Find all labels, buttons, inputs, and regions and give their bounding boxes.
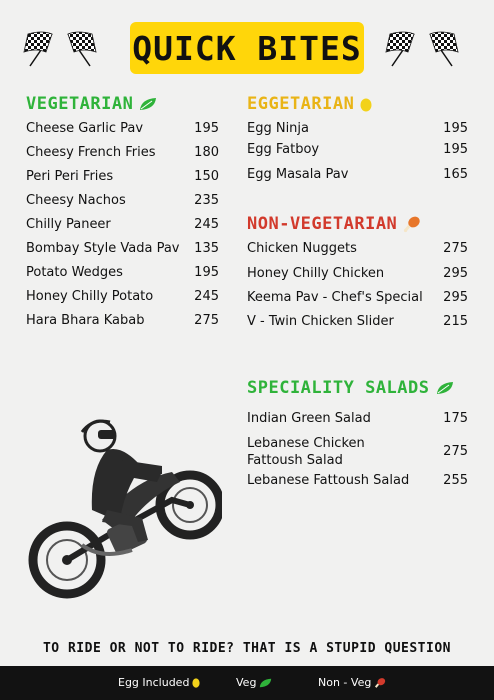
menu-item-price: 275 bbox=[443, 241, 468, 256]
menu-item-name: Egg Ninja bbox=[247, 121, 310, 136]
menu-item-price: 215 bbox=[443, 314, 468, 329]
speciality-salads-list bbox=[247, 410, 468, 495]
egg-icon bbox=[360, 96, 372, 112]
menu-item bbox=[26, 288, 219, 305]
legend-footer bbox=[0, 666, 494, 700]
menu-item-name: Honey Chilly Chicken bbox=[247, 266, 385, 281]
menu-item-name: Keema Pav - Chef's Special bbox=[247, 290, 423, 305]
menu-item bbox=[26, 264, 219, 281]
section-heading-non-vegetarian bbox=[247, 214, 421, 234]
menu-item bbox=[247, 240, 468, 257]
section-heading-speciality-salads bbox=[247, 378, 454, 398]
menu-item-price: 235 bbox=[194, 193, 219, 208]
non-vegetarian-list bbox=[247, 240, 468, 340]
menu-item-price: 195 bbox=[194, 265, 219, 280]
menu-item bbox=[26, 216, 219, 233]
vegetarian-list bbox=[26, 120, 219, 335]
legend-egg bbox=[118, 676, 200, 689]
section-heading-eggetarian bbox=[247, 94, 372, 114]
menu-item bbox=[26, 192, 219, 209]
menu-item-name: Chilly Paneer bbox=[26, 217, 111, 232]
menu-item-name: Cheesy French Fries bbox=[26, 145, 156, 160]
motorbike-rider-illustration bbox=[22, 410, 222, 610]
menu-item-name: Honey Chilly Potato bbox=[26, 289, 154, 304]
menu-item bbox=[26, 240, 219, 257]
legend-veg-label: Veg bbox=[236, 676, 257, 689]
leaf-icon bbox=[436, 381, 454, 395]
menu-item bbox=[26, 144, 219, 161]
menu-item-price: 150 bbox=[194, 169, 219, 184]
menu-item-name: Indian Green Salad bbox=[247, 411, 371, 426]
menu-item bbox=[247, 265, 468, 282]
menu-item bbox=[247, 410, 468, 427]
title-banner bbox=[130, 22, 364, 74]
menu-item-name: Chicken Nuggets bbox=[247, 241, 357, 256]
menu-item-price: 255 bbox=[443, 473, 468, 488]
menu-item-name: Lebanese Chicken Fattoush Salad bbox=[247, 436, 365, 468]
menu-item-name: Potato Wedges bbox=[26, 265, 123, 280]
menu-item bbox=[26, 168, 219, 185]
section-heading-label: VEGETARIAN bbox=[26, 94, 134, 114]
section-heading-label: NON-VEGETARIAN bbox=[247, 214, 398, 234]
menu-item bbox=[26, 120, 219, 137]
chicken-leg-icon bbox=[403, 215, 421, 233]
menu-item-price: 175 bbox=[443, 411, 468, 426]
chicken-leg-icon bbox=[374, 677, 386, 689]
menu-item-name: Peri Peri Fries bbox=[26, 169, 114, 184]
eggetarian-list bbox=[247, 120, 468, 190]
menu-item bbox=[247, 313, 468, 330]
checkered-flags-icon bbox=[384, 28, 460, 68]
menu-item-name: Cheesy Nachos bbox=[26, 193, 126, 208]
legend-nonveg-label: Non - Veg bbox=[318, 676, 372, 689]
tagline: TO RIDE OR NOT TO RIDE? THAT IS A STUPID QUESTION bbox=[42, 641, 451, 656]
leaf-icon bbox=[259, 678, 272, 688]
egg-icon bbox=[192, 677, 200, 688]
menu-item-price: 245 bbox=[194, 217, 219, 232]
menu-item bbox=[26, 312, 219, 329]
section-heading-label: EGGETARIAN bbox=[247, 94, 355, 114]
section-heading-label: SPECIALITY SALADS bbox=[247, 378, 430, 398]
menu-item-name: Hara Bhara Kabab bbox=[26, 313, 145, 328]
menu-item-name: Lebanese Fattoush Salad bbox=[247, 473, 410, 488]
menu-item bbox=[247, 166, 468, 183]
leaf-icon bbox=[139, 97, 157, 111]
menu-item bbox=[247, 472, 468, 489]
menu-item-price: 245 bbox=[194, 289, 219, 304]
menu-item-name: Bombay Style Vada Pav bbox=[26, 241, 180, 256]
menu-item bbox=[247, 141, 468, 158]
menu-item-price: 275 bbox=[443, 444, 468, 459]
checkered-flags-icon bbox=[22, 28, 98, 68]
menu-item-name: V - Twin Chicken Slider bbox=[247, 314, 394, 329]
menu-item-price: 180 bbox=[194, 145, 219, 160]
menu-item bbox=[247, 289, 468, 306]
menu-item-name: Egg Fatboy bbox=[247, 142, 320, 157]
menu-item-price: 275 bbox=[194, 313, 219, 328]
legend-egg-label: Egg Included bbox=[118, 676, 190, 689]
menu-item-price: 135 bbox=[194, 241, 219, 256]
menu-item-price: 295 bbox=[443, 266, 468, 281]
menu-item-name: Cheese Garlic Pav bbox=[26, 121, 144, 136]
legend-nonveg bbox=[318, 676, 386, 689]
section-heading-vegetarian bbox=[26, 94, 157, 114]
legend-veg bbox=[236, 676, 272, 689]
menu-item-price: 195 bbox=[443, 121, 468, 136]
menu-item bbox=[247, 120, 468, 137]
page-title: QUICK BITES bbox=[132, 28, 362, 68]
menu-item-price: 295 bbox=[443, 290, 468, 305]
menu-item bbox=[247, 435, 468, 469]
menu-item-price: 195 bbox=[443, 142, 468, 157]
menu-item-price: 195 bbox=[194, 121, 219, 136]
menu-item-name: Egg Masala Pav bbox=[247, 167, 349, 182]
menu-item-price: 165 bbox=[443, 167, 468, 182]
